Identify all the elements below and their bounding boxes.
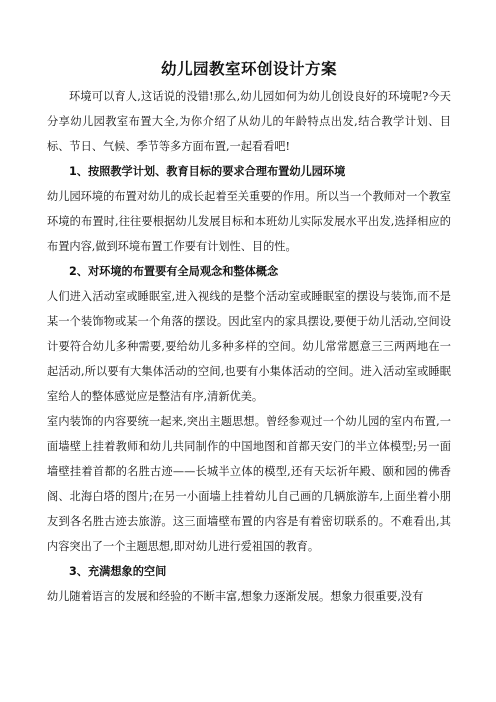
section-3-heading: 3、充满想象的空间 <box>69 565 167 578</box>
section-2-paragraph-1: 人们进入活动室或睡眠室,进入视线的是整个活动室或睡眠室的摆设与装饰,而不是某一个装饰物或某一个角落的摆设。因此室内的家具摆设,要便于幼儿活动,空间设计要符合幼儿多种需要,要给幼儿多种多样的空间。幼儿常常愿意三三两两地在一起活动,所以要有大集体活动的空间,也要有小集体活动的空间。进入活动室或睡眠室给人的整体感觉应是整洁有序,清新优美。 <box>47 290 451 403</box>
intro-paragraph: 环境可以育人,这话说的没错!那么,幼儿园如何为幼儿创设良好的环境呢?今天分享幼儿园教室布置大全,为你介绍了从幼儿的年龄特点出发,结合教学计划、目标、节日、气候、季节等多方面布置,一起看看吧! <box>47 90 451 153</box>
section-1-paragraph-1: 幼儿园环境的布置对幼儿的成长起着至关重要的作用。所以当一个教师对一个教室环境的布置时,往往要根据幼儿发展目标和本班幼儿实际发展水平出发,选择相应的布置内容,做到环境布置工作要有计划性、目的性。 <box>47 190 451 253</box>
document-page <box>47 58 451 609</box>
section-3-paragraph-1: 幼儿随着语言的发展和经验的不断丰富,想象力逐渐发展。想象力很重要,没有 <box>47 590 424 603</box>
section-1-heading: 1、按照教学计划、教育目标的要求合理布置幼儿园环境 <box>69 165 346 178</box>
section-2-heading: 2、对环境的布置要有全局观念和整体概念 <box>69 265 279 278</box>
document-title: 幼儿园教室环创设计方案 <box>160 60 337 78</box>
section-2-paragraph-2: 室内装饰的内容要统一起来,突出主题思想。曾经参观过一个幼儿园的室内布置,一面墙壁上挂着教师和幼儿共同制作的中国地图和首都天安门的半立体模型;另一面墙壁挂着首都的名胜古迹——长城半立体的模型,还有天坛祈年殿、颐和园的佛香阁、北海白塔的图片;在另一小面墙上挂着幼儿自己画的几辆旅游车,上面坐着小朋友到各名胜古迹去旅游。这三面墙壁布置的内容是有着密切联系的。不难看出,其内容突出了一个主题思想,即对幼儿进行爱祖国的教育。 <box>47 415 451 553</box>
